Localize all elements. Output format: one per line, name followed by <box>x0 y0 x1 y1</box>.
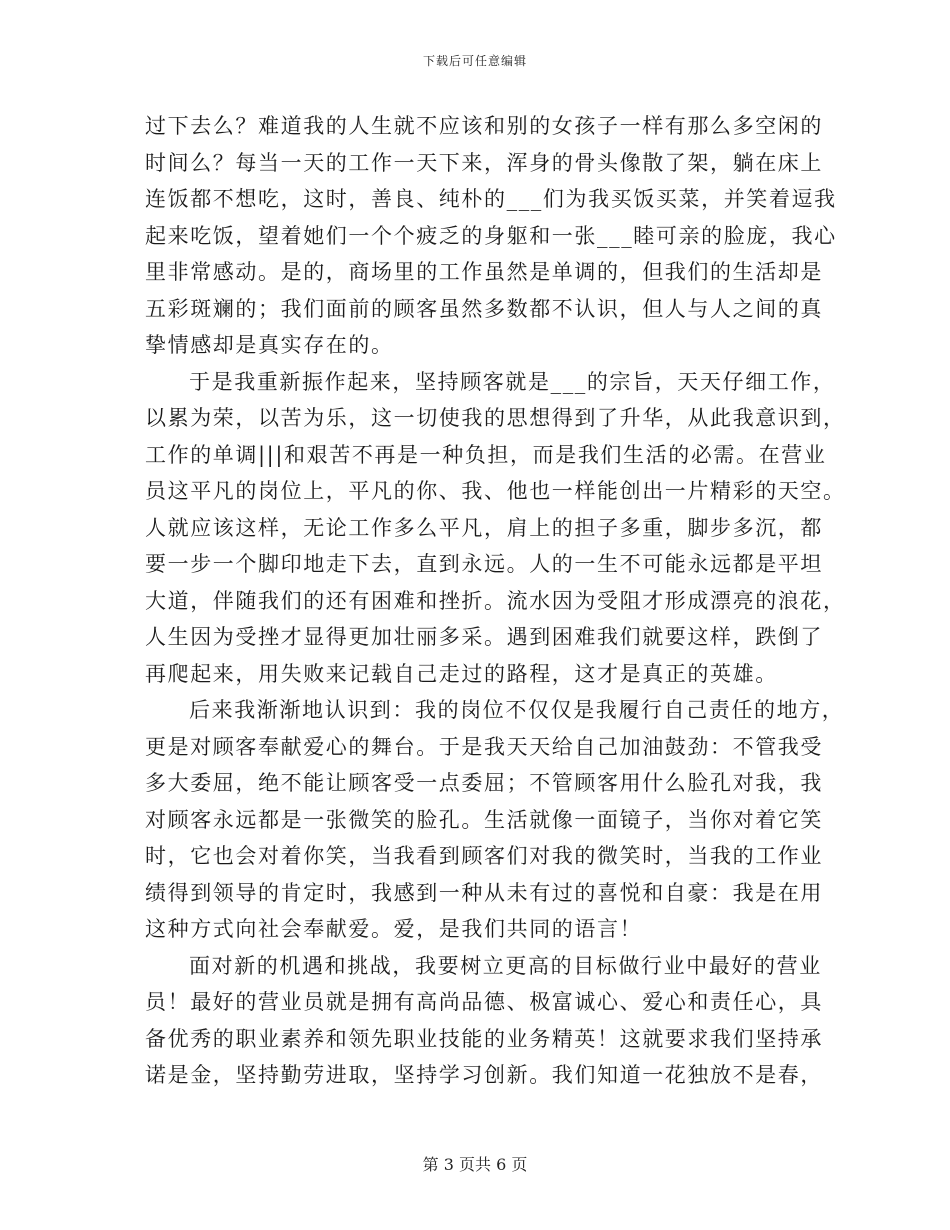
page-header: 下载后可任意编辑 <box>422 54 527 68</box>
text-line: 备优秀的职业素养和领先职业技能的业务精英！这就要求我们坚持承 <box>145 1026 823 1051</box>
text-line: 里非常感动。是的，商场里的工作虽然是单调的，但我们的生活却是 <box>145 260 823 284</box>
text-line: 时，它也会对着你笑，当我看到顾客们对我的微笑时，当我的工作业 <box>145 844 823 868</box>
text-line: 人就应该这样，无论工作多么平凡，肩上的担子多重，脚步多沉，都 <box>145 515 823 540</box>
text-line: 要一步一个脚印地走下去，直到永远。人的一生不可能永远都是平坦 <box>145 552 823 576</box>
text-line: 再爬起来，用失败来记载自己走过的路程，这才是真正的英雄。 <box>145 661 778 686</box>
text-line: 人生因为受挫才显得更加壮丽多采。遇到困难我们就要这样，跌倒了 <box>145 625 823 649</box>
text-line: 员！最好的营业员就是拥有高尚品德、极富诚心、爱心和责任心，具 <box>145 990 823 1014</box>
text-line: 过下去么？难道我的人生就不应该和别的女孩子一样有那么多空闲的 <box>145 114 823 138</box>
text-line: 这种方式向社会奉献爱。爱，是我们共同的语言！ <box>145 917 643 941</box>
text-line: 对顾客永远都是一张微笑的脸孔。生活就像一面镜子，当你对着它笑 <box>145 807 823 832</box>
text-line: 多大委屈，绝不能让顾客受一点委屈；不管顾客用什么脸孔对我，我 <box>145 771 823 795</box>
document-body <box>145 108 846 1094</box>
text-line: 员这平凡的岗位上，平凡的你、我、他也一样能创出一片精彩的天空。 <box>145 479 846 503</box>
page-number: 第 3 页共 6 页 <box>422 1155 528 1174</box>
text-line: 更是对顾客奉献爱心的舞台。于是我天天给自己加油鼓劲：不管我受 <box>145 734 823 759</box>
text-line: 面对新的机遇和挑战，我要树立更高的目标做行业中最好的营业 <box>189 953 822 978</box>
text-line: 连饭都不想吃，这时，善良、纯朴的___们为我买饭买菜，并笑着逗我 <box>145 187 837 211</box>
text-line: 后来我渐渐地认识到：我的岗位不仅仅是我履行自己责任的地方， <box>189 698 845 722</box>
text-line: 诺是金，坚持勤劳进取，坚持学习创新。我们知道一花独放不是春， <box>145 1063 823 1087</box>
text-line: 工作的单调|||和艰苦不再是一种负担，而是我们生活的必需。在营业 <box>145 442 827 467</box>
text-line: 五彩斑斓的；我们面前的顾客虽然多数都不认识，但人与人之间的真 <box>145 296 823 321</box>
text-line: 大道，伴随我们的还有困难和挫折。流水因为受阻才形成漂亮的浪花， <box>145 588 846 613</box>
text-line: 以累为荣，以苦为乐，这一切使我的思想得到了升华，从此我意识到， <box>145 406 846 430</box>
text-line: 起来吃饭，望着她们一个个疲乏的身躯和一张___睦可亲的脸庞，我心 <box>145 223 837 248</box>
text-line: 挚情感却是真实存在的。 <box>145 333 394 357</box>
text-line: 于是我重新振作起来，坚持顾客就是___的宗旨，天天仔细工作， <box>189 369 836 394</box>
text-line: 绩得到领导的肯定时，我感到一种从未有过的喜悦和自豪：我是在用 <box>145 880 823 905</box>
text-line: 时间么？每当一天的工作一天下来，浑身的骨头像散了架，躺在床上 <box>145 150 823 175</box>
